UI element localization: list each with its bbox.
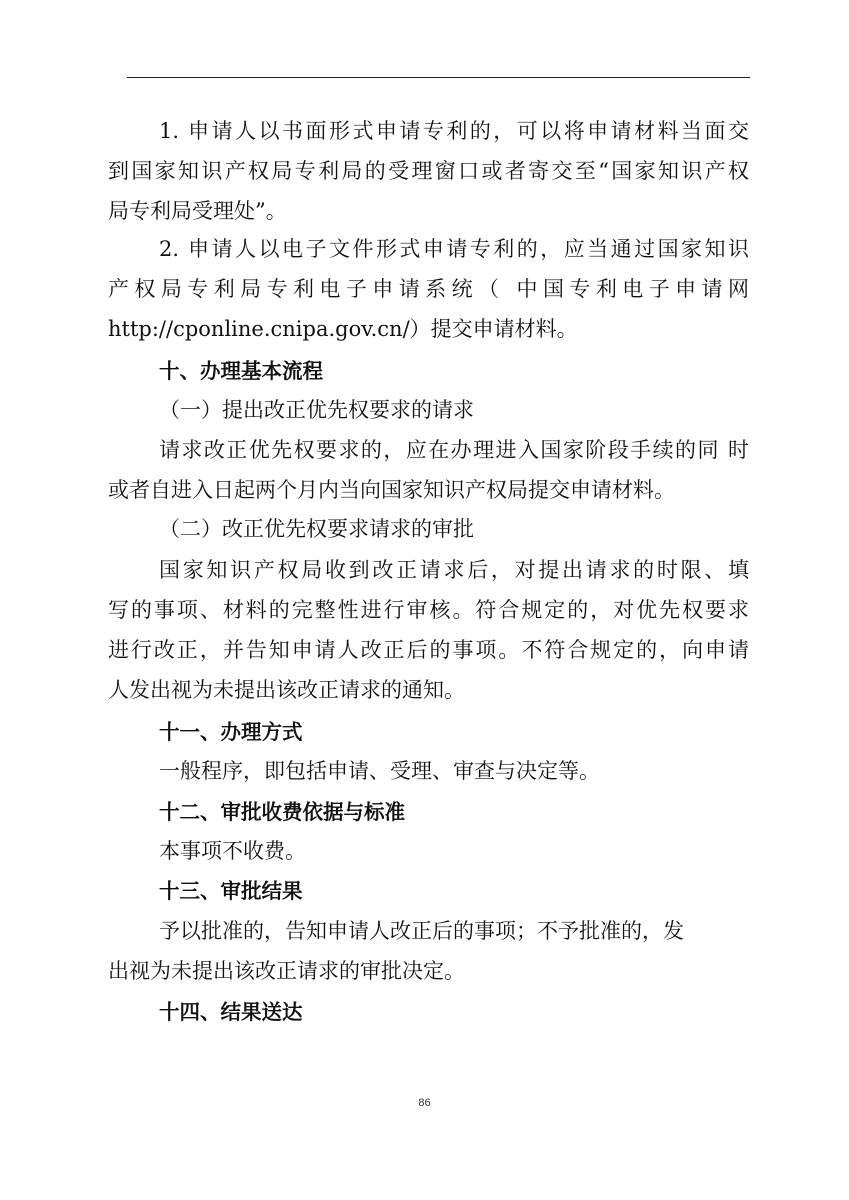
header-rule — [127, 77, 750, 78]
section10-sub1-heading: （一）提出改正优先权要求的请求 — [159, 398, 474, 422]
section13-line1: 予以批准的，告知申请人改正后的事项；不予批准的，发 — [159, 919, 684, 943]
section10-sub2-line1: 国家知识产权局收到改正请求后，对提出请求的时限、填 — [159, 558, 749, 582]
section10-sub1-line2: 或者自进入日起两个月内当向国家知识产权局提交申请材料。 — [108, 478, 675, 502]
section10-sub2-line4: 人发出视为未提出该改正请求的通知。 — [108, 678, 465, 702]
section13-heading: 十三、审批结果 — [159, 879, 303, 903]
section11-heading: 十一、办理方式 — [159, 720, 303, 744]
para1-line1: 1. 申请人以书面形式申请专利的，可以将申请材料当面交 — [159, 119, 749, 143]
para2-line3: http://cponline.cnipa.gov.cn/）提交申请材料。 — [108, 317, 578, 341]
para1-line3: 局专利局受理处”。 — [108, 199, 287, 223]
para2-line2: 产权局专利局专利电子申请系统（ 中国专利电子申请网 — [108, 277, 749, 301]
section10-sub2-line2: 写的事项、材料的完整性进行审核。符合规定的，对优先权要求 — [108, 598, 749, 622]
section14-heading: 十四、结果送达 — [159, 1000, 303, 1024]
para1-line2: 到国家知识产权局专利局的受理窗口或者寄交至“国家知识产权 — [108, 159, 749, 183]
section12-body: 本事项不收费。 — [159, 839, 306, 863]
section13-line2: 出视为未提出该改正请求的审批决定。 — [108, 959, 465, 983]
section10-sub2-heading: （二）改正优先权要求请求的审批 — [159, 517, 474, 541]
section10-sub1-line1: 请求改正优先权要求的，应在办理进入国家阶段手续的同 时 — [159, 438, 749, 462]
section12-heading: 十二、审批收费依据与标准 — [159, 800, 405, 824]
para2-line1: 2. 申请人以电子文件形式申请专利的，应当通过国家知识 — [159, 237, 749, 261]
section11-body: 一般程序，即包括申请、受理、审查与决定等。 — [159, 759, 600, 783]
page-number: 86 — [418, 1097, 431, 1109]
section10-heading: 十、办理基本流程 — [159, 359, 323, 383]
section10-sub2-line3: 进行改正，并告知申请人改正后的事项。不符合规定的，向申请 — [108, 638, 749, 662]
